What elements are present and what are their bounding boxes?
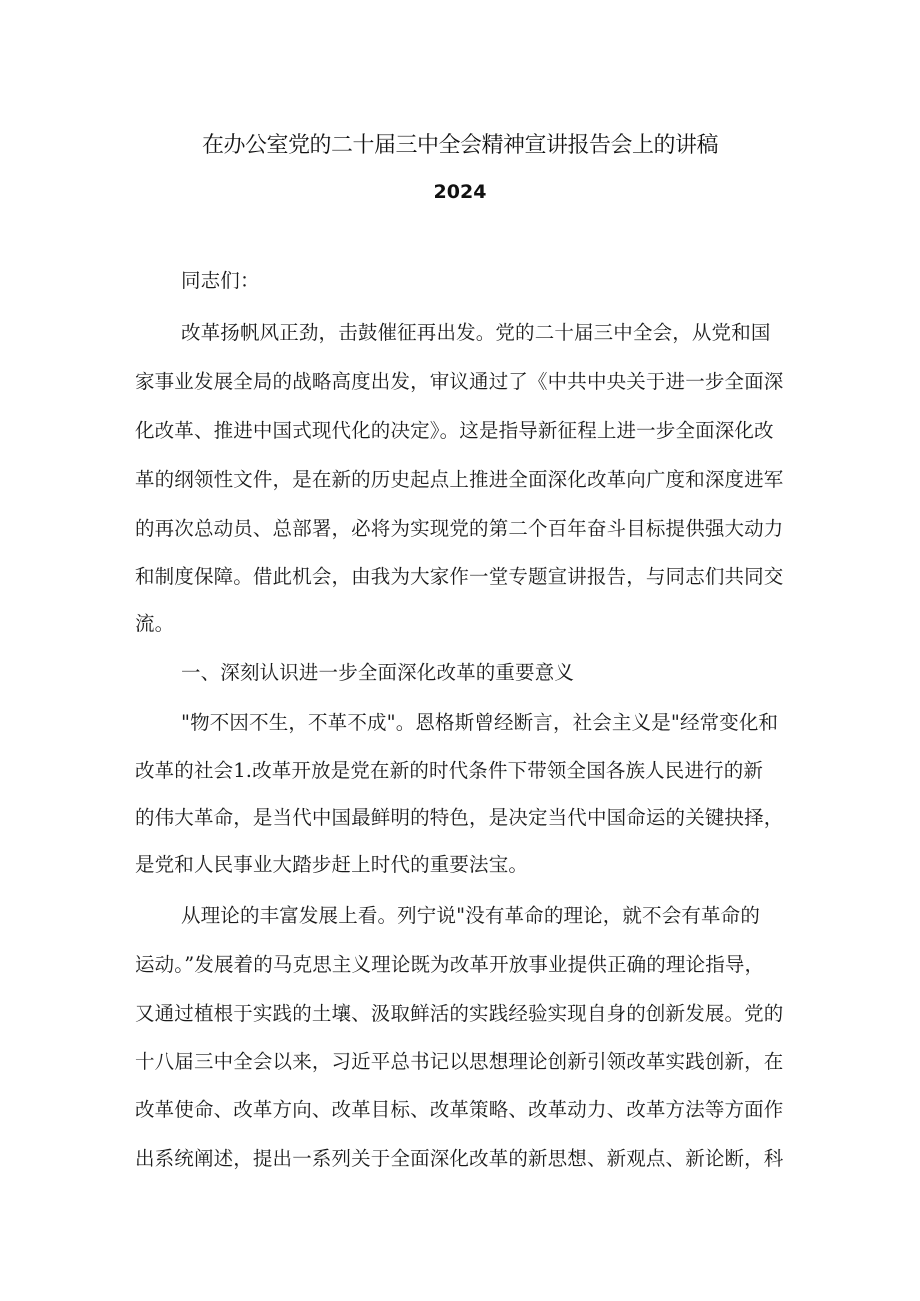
paragraph-line: 改革使命、改革方向、改革目标、改革策略、改革动力、改革方法等方面作 xyxy=(135,1098,784,1121)
paragraph-line: 是党和人民事业大踏步赶上时代的重要法宝。 xyxy=(135,853,529,876)
paragraph-line: 和制度保障。借此机会，由我为大家作一堂专题宣讲报告，与同志们共同交 xyxy=(135,565,784,588)
paragraph-line: 出系统阐述，提出一系列关于全面深化改革的新思想、新观点、新论断，科 xyxy=(135,1147,784,1170)
paragraph-line: 的再次总动员、总部署，必将为实现党的第二个百年奋斗目标提供强大动力 xyxy=(135,517,784,540)
paragraph-line: 运动。”发展着的马克思主义理论既为改革开放事业提供正确的理论指导， xyxy=(135,953,765,976)
paragraph-line: 改革的社会1.改革开放是党在新的时代条件下带领全国各族人民进行的新 xyxy=(135,759,764,782)
salutation: 同志们： xyxy=(181,269,260,292)
paragraph-line: 化改革、推进中国式现代化的决定》。这是指导新征程上进一步全面深化改 xyxy=(135,419,774,442)
paragraph-line: 从理论的丰富发展上看。列宁说"没有革命的理论，就不会有革命的 xyxy=(181,904,760,927)
paragraph-line: "物不因不生，不革不成"。恩格斯曾经断言，社会主义是"经常变化和 xyxy=(181,711,779,734)
paragraph-line: 十八届三中全会以来，习近平总书记以思想理论创新引领改革实践创新，在 xyxy=(135,1050,784,1073)
paragraph-line: 革的纲领性文件，是在新的历史起点上推进全面深化改革向广度和深度进军 xyxy=(135,468,784,491)
paragraph-line: 流。 xyxy=(135,612,175,635)
paragraph-line: 家事业发展全局的战略高度出发，审议通过了《中共中央关于进一步全面深 xyxy=(135,370,784,393)
paragraph-line: 的伟大革命，是当代中国最鲜明的特色，是决定当代中国命运的关键抉择， xyxy=(135,806,784,829)
document-title: 在办公室党的二十届三中全会精神宣讲报告会上的讲稿 xyxy=(201,133,718,158)
document-title-year: 2024 xyxy=(433,181,487,203)
paragraph-line: 改革扬帆风正劲，击鼓催征再出发。党的二十届三中全会，从党和国 xyxy=(181,321,771,344)
section-heading: 一、深刻认识进一步全面深化改革的重要意义 xyxy=(181,661,575,684)
paragraph-line: 又通过植根于实践的土壤、汲取鲜活的实践经验实现自身的创新发展。党的 xyxy=(135,1002,784,1025)
